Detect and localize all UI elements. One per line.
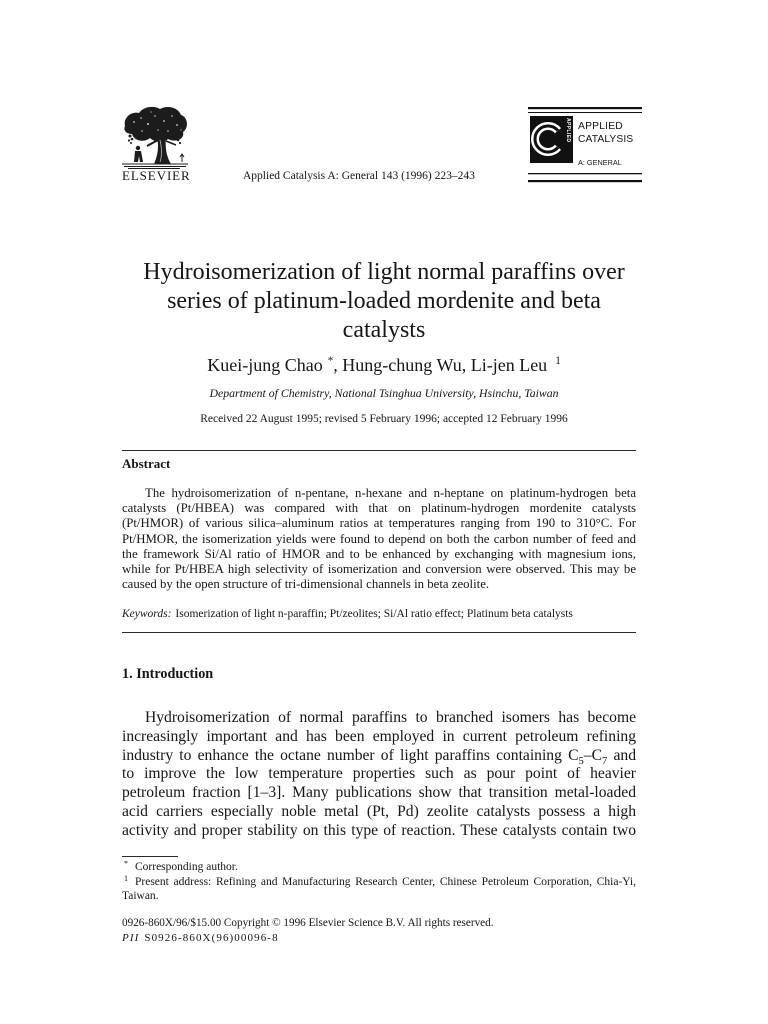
pii-line (122, 931, 279, 946)
journal-logo-title-line2: CATALYSIS (578, 134, 634, 145)
article-history: Received 22 August 1995; revised 5 February 1996; accepted 12 February 1996 (200, 413, 568, 425)
journal-logo-section: A: GENERAL (578, 158, 622, 167)
intro-line: petroleum fraction [1–3]. Many publications show that transition metal-loaded (122, 784, 636, 802)
pii-value: S0926-860X(96)00096-8 (144, 932, 279, 944)
author-name: Li-jen Leu (470, 355, 548, 375)
intro-line: acid carriers especially noble metal (Pt, Pd) zeolite catalysts possess a high (122, 802, 636, 820)
section-heading: 1. Introduction (122, 666, 214, 682)
footnotes (122, 860, 636, 904)
abstract-line: catalysts (Pt/HBEA) was compared with that on platinum-hydrogen mordenite catalysts (122, 501, 636, 516)
author-footnote-mark: 1 (555, 355, 561, 367)
footnote: 1 Present address: Refining and Manufacturing Research Center, Chinese Petroleum Corporation, Chia-Yi, (124, 873, 636, 888)
footnote-text: Present address: Refining and Manufacturing Research Center, Chinese Petroleum Corporation, Chia-Yi, (135, 875, 636, 888)
intro-line: Hydroisomerization of normal paraffins to branched isomers has become (145, 709, 636, 726)
title-line: series of platinum-loaded mordenite and beta (167, 288, 601, 314)
abstract-top-rule (122, 450, 636, 451)
intro-line: activity and proper stability on this type of reaction. These catalysts contain two (122, 821, 636, 839)
intro-line-text: industry to enhance the octane number of light paraffins containing C (122, 746, 579, 764)
publisher-name: ELSEVIER (122, 168, 191, 183)
abstract-heading: Abstract (122, 456, 171, 471)
author-separator: , (333, 355, 343, 375)
abstract-line: (Pt/HMOR) of various silica–aluminum ratios at temperatures ranging from 190 to 310°C. For (122, 516, 636, 531)
intro-line: to improve the low temperature properties such as pour point of heavier (122, 765, 636, 783)
journal-logo-spine-text: APPLIED (565, 118, 571, 143)
abstract-bottom-rule (122, 632, 636, 633)
keywords-text: Isomerization of light n-paraffin; Pt/zeolites; Si/Al ratio effect; Platinum beta catalysts (175, 608, 573, 620)
author-name: Hung-chung Wu (342, 355, 462, 375)
abstract-body (122, 486, 636, 592)
footnote-continuation: Taiwan. (122, 890, 159, 902)
keywords-label: Keywords: (122, 608, 172, 620)
author-affiliation: Department of Chemistry, National Tsinghua University, Hsinchu, Taiwan (209, 386, 559, 400)
intro-line: increasingly important and has been employed in current petroleum refining (122, 727, 636, 745)
keywords (122, 606, 636, 622)
journal-logo-title-line1: APPLIED (578, 121, 623, 132)
abstract-line: caused by the open structure of tri-dimensional channels in beta zeolite. (122, 577, 490, 592)
author-name: Kuei-jung Chao (207, 355, 323, 375)
footnote-text: Corresponding author. (135, 861, 238, 873)
author-separator: , (461, 355, 471, 375)
title-line: Hydroisomerization of light normal paraffins over (143, 259, 625, 285)
abstract-line: the framework Si/Al ratio of HMOR and to be enhanced by exchanging with magnesium ions, (122, 546, 636, 561)
subscript-carbon-number: 7 (602, 755, 608, 767)
subscript-carbon-number: 5 (578, 755, 584, 767)
abstract-line: The hydroisomerization of n-pentane, n-hexane and n-heptane on platinum-hydrogen beta (145, 486, 636, 500)
intro-line-text: and (607, 746, 636, 764)
pii-label: PII (122, 932, 140, 944)
author-list (0, 354, 768, 376)
footnote: * Corresponding author. (124, 859, 238, 873)
copyright-line: 0926-860X/96/$15.00 Copyright © 1996 Elsevier Science B.V. All rights reserved. (122, 917, 494, 929)
abstract-line: while for Pt/HBEA high selectivity of isomerization and conversion were observed. This may be (122, 562, 636, 577)
title-line: catalysts (342, 317, 426, 343)
article-title (0, 258, 768, 345)
footnote-rule (122, 856, 178, 857)
corresponding-author-mark: * (327, 355, 334, 367)
abstract-line: Pt/HMOR, the isomerization yields were found to depend on both the carbon number of feed and (122, 531, 636, 546)
intro-line (122, 747, 636, 766)
journal-citation: Applied Catalysis A: General 143 (1996) 223–243 (243, 170, 475, 182)
elsevier-tree-logo (120, 104, 192, 170)
intro-line-text: –C (583, 746, 602, 764)
introduction-body (122, 709, 636, 841)
